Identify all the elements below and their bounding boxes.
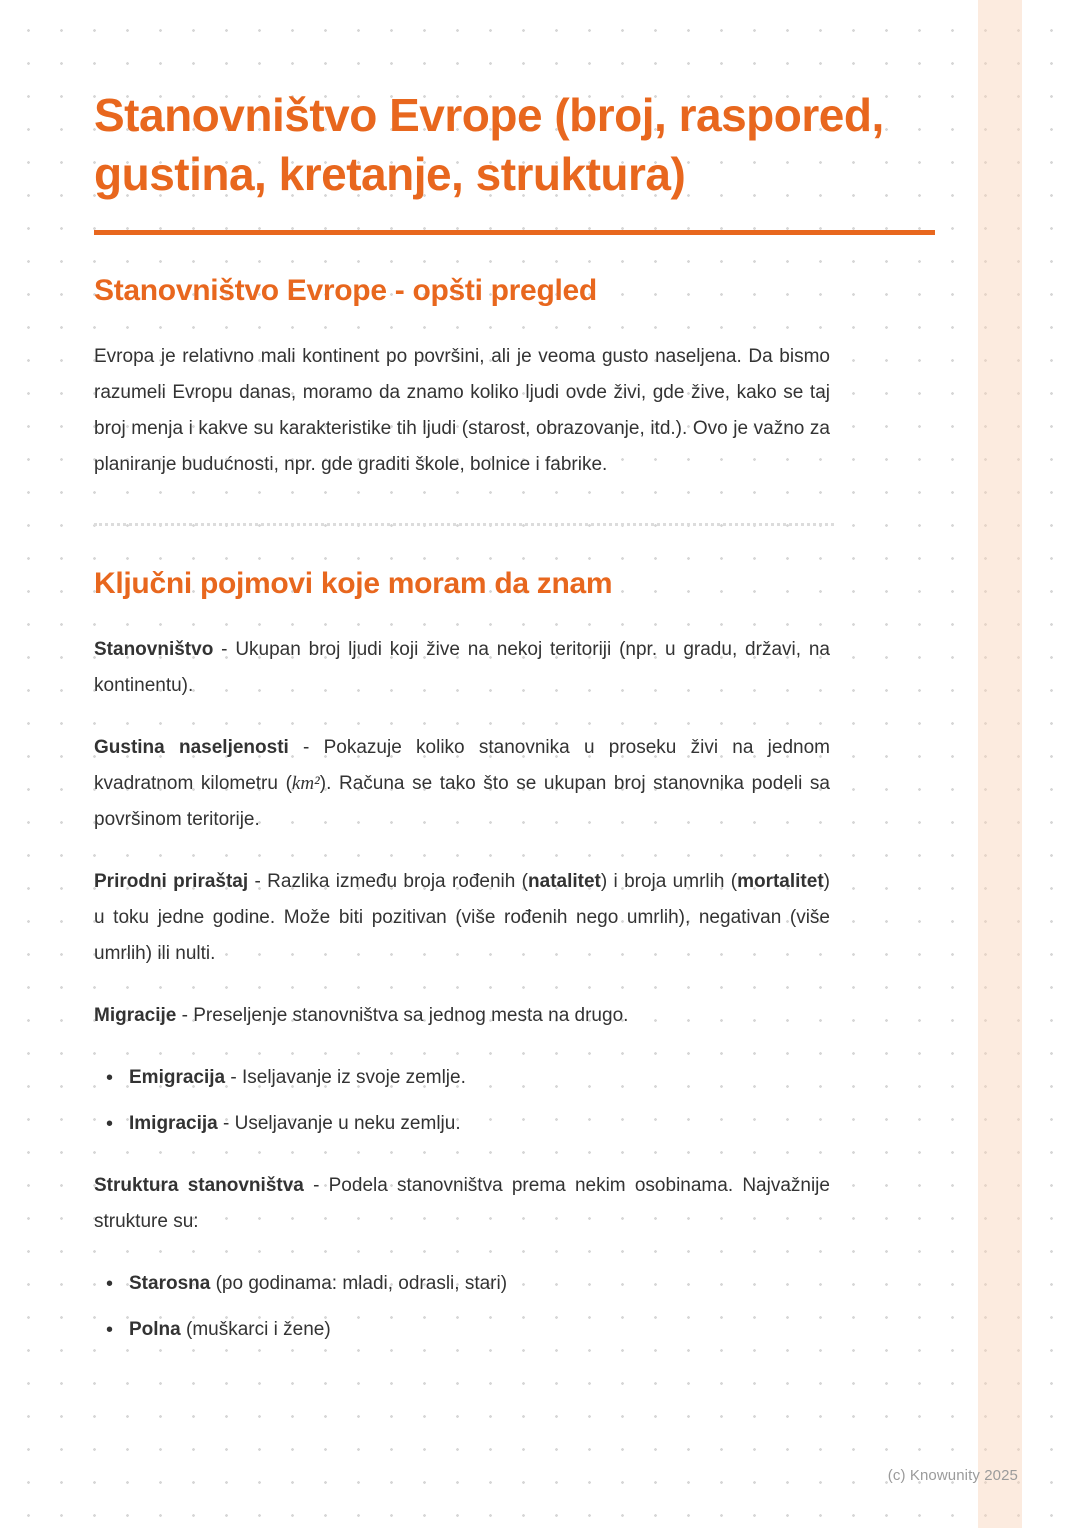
section-divider [94, 523, 834, 526]
definition-gustina-naseljenosti: Gustina naseljenosti - Pokazuje koliko stanovnika u proseku živi na jednom kvadratnom kilometru (km²). Računa se tako što se ukupan broj stanovnika podeli sa površinom teritorije. [94, 736, 831, 830]
list-item-imigracija: • Imigracija - Useljavanje u neku zemlju. [106, 1106, 826, 1142]
list-item-starosna: • Starosna (po godinama: mladi, odrasli, stari) [106, 1266, 826, 1302]
copyright-footer: (c) Knowunity 2025 [887, 1467, 1018, 1484]
section-overview [94, 273, 860, 483]
definition-struktura-stanovnistva: Struktura stanovništva - Podela stanovništva prema nekim osobinama. Najvažnije strukture su: [94, 1174, 830, 1232]
title-underline-rule [94, 230, 935, 235]
notebook-margin-stripe [978, 0, 1022, 1528]
section-key-terms [94, 566, 860, 1348]
definition-stanovnistvo: Stanovništvo - Ukupan broj ljudi koji žive na nekoj teritoriji (npr. u gradu, državi, na kontinentu). [94, 638, 830, 696]
structure-types-list [106, 1266, 826, 1348]
definition-migracije: Migracije - Preseljenje stanovništva sa jednog mesta na drugo. [94, 1004, 629, 1026]
migration-types-list [106, 1060, 826, 1142]
page-title: Stanovništvo Evrope (broj, raspored, gustina, kretanje, struktura) [94, 89, 884, 200]
list-item-polna: • Polna (muškarci i žene) [106, 1312, 826, 1348]
overview-section-heading: Stanovništvo Evrope - opšti pregled [94, 273, 597, 307]
overview-paragraph: Evropa je relativno mali kontinent po površini, ali je veoma gusto naseljena. Da bismo razumeli Evropu danas, moramo da znamo koliko ljudi ovde živi, gde žive, kako se taj broj menja i kakve su karakteristike tih ljudi (starost, obrazovanje, itd.). Ovo je važno za planiranje budućnosti, npr. gde graditi škole, bolnice i fabrike. [94, 345, 830, 475]
definition-prirodni-prirastaj: Prirodni priraštaj - Razlika između broja rođenih (natalitet) i broja umrlih (mortalitet) u toku jedne godine. Može biti pozitivan (više rođenih nego umrlih), negativan (više umrlih) ili nulti. [94, 870, 830, 964]
list-item-emigracija: • Emigracija - Iseljavanje iz svoje zemlje. [106, 1060, 826, 1096]
key-terms-section-heading: Ključni pojmovi koje moram da znam [94, 566, 613, 600]
